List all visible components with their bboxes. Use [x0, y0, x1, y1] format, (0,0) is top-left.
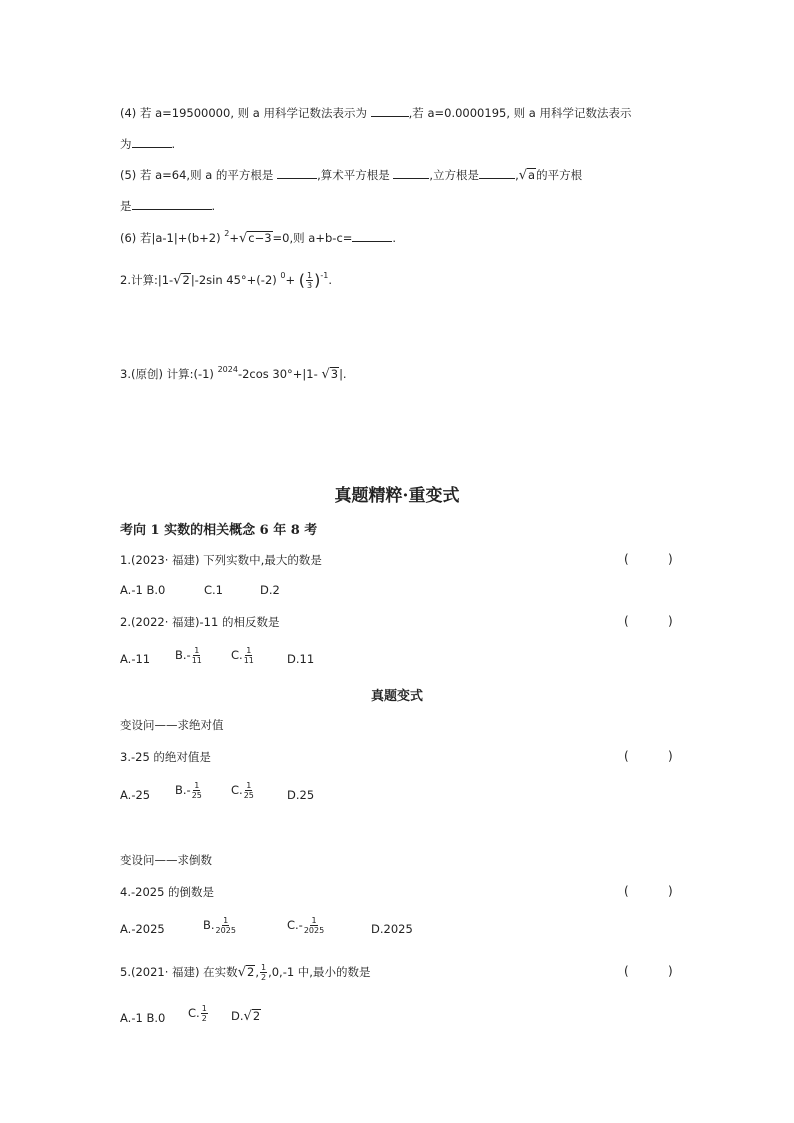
option-a-b[interactable]: A.-1 B.0 [120, 1011, 166, 1025]
fraction: $\frac{1}{11}$ [243, 646, 254, 665]
fraction: $\frac{1}{25}$ [243, 781, 254, 800]
option-a-b[interactable]: A.-1 B.0 [120, 583, 166, 597]
option-b[interactable]: B. $\frac{1}{2025}$ [203, 916, 236, 935]
fraction: $\frac{1}{2025}$ [303, 916, 325, 935]
square-root: √a [518, 168, 536, 183]
fraction: $\frac{1}{3}$ [307, 271, 313, 290]
problem-5-stem [120, 963, 370, 982]
option-d[interactable]: D.√2 [231, 1009, 261, 1024]
question-1-5-line2 [120, 197, 215, 214]
option-d[interactable]: D.25 [287, 788, 315, 802]
question-text: 的平方根 [536, 168, 583, 182]
option-b[interactable]: B.- $\frac{1}{11}$ [175, 646, 202, 665]
question-text: ,若 a=0.0000195, 则 a 用科学记数法表示 [408, 106, 632, 120]
question-text: 5.(2021· 福建) 在实数 [120, 965, 238, 979]
question-3 [120, 366, 347, 382]
question-text: ,0,-1 中,最小的数是 [268, 965, 371, 979]
question-1-4-line1 [120, 104, 632, 121]
question-text: + [285, 273, 299, 287]
answer-blank[interactable] [479, 166, 515, 179]
answer-blank[interactable] [132, 197, 212, 210]
fraction: $\frac{1}{11}$ [191, 646, 202, 665]
subsection-title: 考向 1 实数的相关概念 6 年 8 考 [120, 523, 318, 538]
question-text: 2.计算:|1- [120, 273, 174, 287]
question-text: , [515, 168, 519, 182]
fraction: $\frac{1}{2}$ [260, 963, 267, 982]
question-text: . [171, 137, 176, 151]
question-text: 是 [120, 199, 132, 213]
fraction: $\frac{1}{2}$ [201, 1004, 207, 1023]
problem-3-stem: 3.-25 的绝对值是 [120, 750, 211, 764]
option-c[interactable]: C. $\frac{1}{25}$ [231, 781, 254, 800]
question-1-5-line1 [120, 166, 582, 183]
question-text: =0,则 a+b-c= [272, 231, 353, 245]
option-c[interactable]: C.1 [204, 583, 224, 597]
square-root: √c−3 [238, 231, 272, 246]
square-root: √2 [237, 965, 255, 980]
option-d[interactable]: D.11 [287, 652, 315, 666]
variant-title: 真题变式 [370, 689, 423, 704]
option-a[interactable]: A.-2025 [120, 922, 165, 936]
question-1-4-line2 [120, 135, 175, 152]
option-a[interactable]: A.-25 [120, 788, 151, 802]
right-paren: ) [314, 270, 321, 290]
exponent: 0 [280, 271, 286, 280]
question-text: |-2sin 45°+(-2) [190, 273, 281, 287]
problem-4-stem: 4.-2025 的倒数是 [120, 885, 215, 899]
option-c[interactable]: C. $\frac{1}{2}$ [188, 1004, 207, 1023]
answer-blank[interactable] [371, 104, 409, 117]
question-text: 3.(原创) 计算:(-1) [120, 367, 218, 381]
option-c[interactable]: C.- $\frac{1}{2025}$ [287, 916, 325, 935]
answer-blank[interactable] [132, 135, 172, 148]
section-title: 真题精粹·重变式 [334, 486, 460, 506]
question-text: . [392, 231, 397, 245]
square-root: √2 [173, 273, 190, 288]
question-text: . [328, 273, 333, 287]
fraction: $\frac{1}{25}$ [191, 781, 202, 800]
question-text: -2cos 30°+|1- [237, 367, 322, 381]
square-root: √2 [243, 1009, 261, 1024]
question-text: |. [339, 367, 347, 381]
question-text: ,立方根是 [429, 168, 480, 182]
question-text: (4) 若 a=19500000, 则 a 用科学记数法表示为 [120, 106, 371, 120]
fraction: $\frac{1}{2025}$ [215, 916, 236, 935]
problem-1-stem: 1.(2023· 福建) 下列实数中,最大的数是 [120, 553, 322, 567]
exponent: 2024 [217, 365, 238, 374]
exponent: 2 [224, 229, 230, 238]
question-text: + [229, 231, 239, 245]
option-a[interactable]: A.-11 [120, 652, 151, 666]
question-text: . [211, 199, 216, 213]
answer-blank[interactable] [277, 166, 317, 179]
question-text: (6) 若|a-1|+(b+2) [120, 231, 225, 245]
question-text: , [255, 965, 259, 979]
question-text: (5) 若 a=64,则 a 的平方根是 [120, 168, 278, 182]
question-text: ,算术平方根是 [317, 168, 394, 182]
answer-blank[interactable] [393, 166, 429, 179]
problem-2-stem: 2.(2022· 福建)-11 的相反数是 [120, 615, 280, 629]
option-c[interactable]: C. $\frac{1}{11}$ [231, 646, 254, 665]
variant-tag: 变设问——求绝对值 [120, 718, 224, 732]
question-2 [120, 271, 332, 290]
square-root: √3 [321, 367, 339, 382]
variant-tag: 变设问——求倒数 [120, 853, 212, 867]
option-b[interactable]: B.- $\frac{1}{25}$ [175, 781, 202, 800]
option-d[interactable]: D.2025 [371, 922, 413, 936]
option-d[interactable]: D.2 [260, 583, 280, 597]
answer-blank[interactable] [352, 229, 392, 242]
question-1-6 [120, 229, 396, 246]
question-text: 为 [120, 137, 132, 151]
exponent: -1 [320, 271, 329, 280]
left-paren: ( [298, 270, 306, 290]
